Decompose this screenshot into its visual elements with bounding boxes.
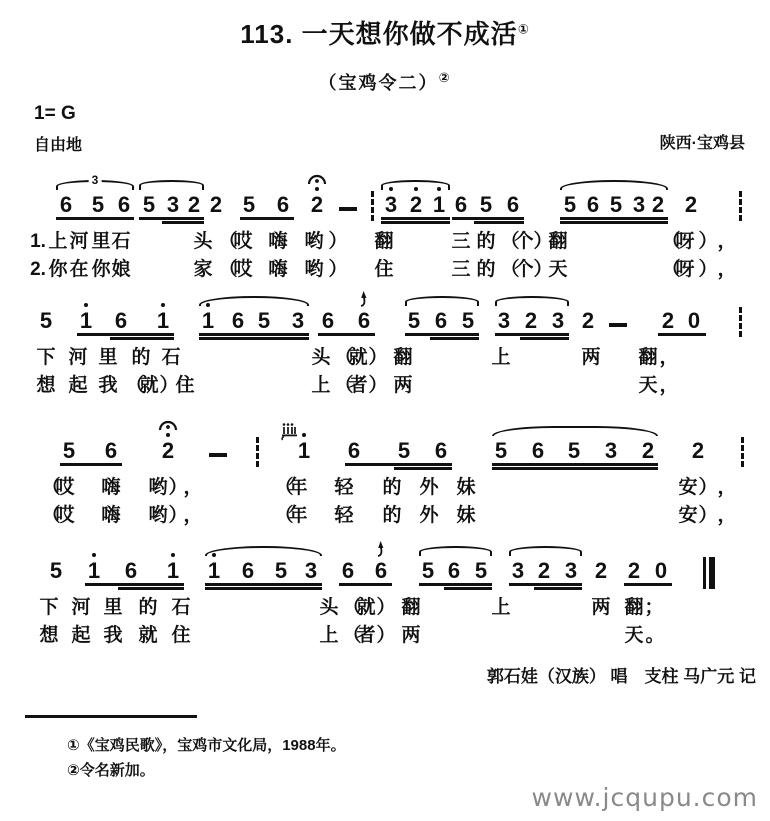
note-digit: 6 — [321, 308, 335, 333]
lyric-syllable-v1: 1. — [30, 231, 46, 252]
lyric-syllable-v1: 安 — [678, 477, 698, 498]
key-signature: 1= G — [34, 103, 76, 124]
lyric-syllable-v2: ， — [659, 375, 679, 396]
lyric-syllable-v1: ） — [168, 477, 188, 498]
lyric-syllable-v1: 呀 — [675, 231, 695, 252]
lyric-syllable-v2: （ — [342, 625, 362, 646]
beam-line — [318, 333, 375, 336]
note-digit: 5 — [567, 438, 581, 463]
note-digit: 1 — [432, 192, 446, 217]
beam-line — [199, 333, 309, 336]
note-digit: 5 — [461, 308, 475, 333]
lyric-syllable-v2: ） — [533, 259, 553, 280]
score-line-2 — [0, 294, 770, 410]
note-digit: 5 — [91, 192, 105, 217]
slur — [405, 296, 479, 306]
footnote-2: ②令名新加。 — [67, 762, 155, 779]
lyric-syllable-v1: ） — [533, 231, 553, 252]
beam-line — [560, 221, 668, 224]
lyric-syllable-v2: ） — [698, 259, 718, 280]
lyric-syllable-v2: 2. — [30, 259, 46, 280]
region-label: 陕西·宝鸡县 — [659, 135, 745, 152]
note-digit: 2 — [594, 558, 608, 583]
lyric-syllable-v1: 河 — [68, 347, 88, 368]
note-digit: 3 — [304, 558, 318, 583]
lyric-syllable-v2: 就 — [138, 625, 158, 646]
note-digit: 6 — [357, 308, 371, 333]
octave-dot — [171, 553, 175, 557]
note-digit: 5 — [407, 308, 421, 333]
lyric-syllable-v2: 妹 — [456, 505, 476, 526]
lyric-syllable-v1: 翻 — [374, 231, 394, 252]
lyric-syllable-v2: ） — [328, 259, 348, 280]
note-digit: 6 — [374, 558, 388, 583]
note-digit: 1 — [87, 558, 101, 583]
slur — [139, 180, 204, 190]
song-subtitle — [0, 69, 770, 95]
duration-dash — [339, 207, 357, 211]
note-digit: 5 — [142, 192, 156, 217]
lyric-syllable-v1: 翻 — [548, 231, 568, 252]
beam-line — [205, 587, 322, 590]
note-digit: 2 — [409, 192, 423, 217]
octave-dot — [437, 187, 441, 191]
lyric-syllable-v2: 两 — [393, 375, 413, 396]
note-digit: 5 — [494, 438, 508, 463]
lyric-syllable-v1: 里 — [98, 347, 118, 368]
rest-digit: 0 — [687, 308, 701, 333]
lyric-syllable-v1: 两 — [591, 597, 611, 618]
note-digit: 2 — [537, 558, 551, 583]
lyric-syllable-v2: ） — [368, 375, 388, 396]
lyric-syllable-v1: ， — [717, 477, 737, 498]
lyric-syllable-v2: 哟 — [148, 505, 168, 526]
lyric-syllable-v2: 住 — [171, 625, 191, 646]
note-digit: 6 — [231, 308, 245, 333]
lyric-syllable-v1: 石 — [161, 347, 181, 368]
lyric-syllable-v1: 翻 — [393, 347, 413, 368]
note-digit: 5 — [274, 558, 288, 583]
lyric-syllable-v1: 翻 — [624, 597, 644, 618]
note-digit: 3 — [384, 192, 398, 217]
note-digit: 6 — [341, 558, 355, 583]
lyric-syllable-v1: 石 — [111, 231, 131, 252]
note-digit: 5 — [421, 558, 435, 583]
lyric-syllable-v2: 呀 — [675, 259, 695, 280]
lyric-syllable-v1: 上 — [48, 231, 68, 252]
lyric-syllable-v1: 嗨 — [268, 231, 288, 252]
lyric-syllable-v2: 三 — [451, 259, 471, 280]
lyric-syllable-v2: 哎 — [55, 505, 75, 526]
lyric-syllable-v2: （ — [41, 505, 61, 526]
lyric-syllable-v1: 妹 — [456, 477, 476, 498]
song-title — [0, 14, 770, 51]
note-digit: 2 — [581, 308, 595, 333]
fermata-icon — [307, 172, 327, 190]
note-digit: 6 — [586, 192, 600, 217]
slur — [495, 296, 569, 306]
octave-dot — [302, 433, 306, 437]
lyric-syllable-v2: 哎 — [233, 259, 253, 280]
note-digit: 1 — [79, 308, 93, 333]
note-digit: 6 — [447, 558, 461, 583]
slur — [199, 296, 309, 306]
lyric-syllable-v2: 我 — [98, 375, 118, 396]
lyric-syllable-v1: ） — [368, 347, 388, 368]
slur — [205, 546, 322, 556]
note-digit: 3 — [497, 308, 511, 333]
lyric-syllable-v2: （ — [334, 375, 354, 396]
note-digit: 1 — [207, 558, 221, 583]
lyric-syllable-v1: 哎 — [55, 477, 75, 498]
lyric-syllable-v2: ， — [717, 259, 737, 280]
lyric-syllable-v1: 下 — [36, 347, 56, 368]
note-digit: 5 — [49, 558, 63, 583]
note-digit: 1 — [166, 558, 180, 583]
lyric-syllable-v1: （ — [41, 477, 61, 498]
note-digit: 3 — [291, 308, 305, 333]
lyric-syllable-v1: 就 — [348, 347, 368, 368]
lyric-syllable-v1: （ — [274, 477, 294, 498]
note-digit: 5 — [479, 192, 493, 217]
score-line-3 — [0, 424, 770, 540]
lyric-syllable-v1: 头 — [311, 347, 331, 368]
barline-dashed — [739, 307, 742, 337]
octave-dot — [92, 553, 96, 557]
beam-line — [162, 221, 204, 224]
beam-line — [560, 217, 668, 220]
beam-line — [509, 583, 582, 586]
lyric-syllable-v1: 个 — [514, 231, 534, 252]
lyric-syllable-v2: 住 — [374, 259, 394, 280]
note-digit: 2 — [187, 192, 201, 217]
lyric-syllable-v2: 住 — [175, 375, 195, 396]
note-digit: 3 — [551, 308, 565, 333]
lyric-syllable-v2: 家 — [193, 259, 213, 280]
note-digit: 3 — [632, 192, 646, 217]
note-digit: 3 — [166, 192, 180, 217]
lyric-syllable-v2: （ — [125, 375, 145, 396]
footnote-divider — [25, 715, 197, 718]
beam-line — [199, 337, 309, 340]
lyric-syllable-v1: 翻 — [638, 347, 658, 368]
note-digit: 5 — [62, 438, 76, 463]
beam-line — [77, 333, 174, 336]
lyric-syllable-v2: 年 — [288, 505, 308, 526]
lyric-syllable-v2: 的 — [382, 505, 402, 526]
duration-dash — [609, 323, 627, 327]
title-footnote-marker: ① — [517, 21, 530, 37]
lyric-syllable-v2: ） — [159, 375, 179, 396]
beam-line — [110, 337, 174, 340]
lyric-syllable-v1: 外 — [419, 477, 439, 498]
octave-dot — [161, 303, 165, 307]
beam-line — [419, 583, 492, 586]
lyric-syllable-v2: 安 — [678, 505, 698, 526]
lyric-syllable-v1: 的 — [382, 477, 402, 498]
beam-line — [495, 333, 569, 336]
octave-dot — [414, 187, 418, 191]
lyric-syllable-v2: ， — [717, 505, 737, 526]
subtitle-footnote-marker: ② — [438, 70, 452, 85]
lyric-syllable-v1: （ — [500, 231, 520, 252]
beam-line — [60, 463, 122, 466]
note-digit: 6 — [104, 438, 118, 463]
lyric-syllable-v2: 起 — [71, 625, 91, 646]
lyric-syllable-v2: 天 — [548, 259, 568, 280]
lyric-syllable-v1: 河 — [69, 231, 89, 252]
lyric-syllable-v2: 嗨 — [101, 505, 121, 526]
final-barline-thick — [709, 557, 715, 589]
lyric-syllable-v2: 上 — [319, 625, 339, 646]
lyric-syllable-v2: 者 — [348, 375, 368, 396]
note-digit: 5 — [474, 558, 488, 583]
lyric-syllable-v2: 想 — [39, 625, 59, 646]
lyric-syllable-v1: 三 — [451, 231, 471, 252]
watermark-url: www.jcqupu.com — [531, 783, 758, 812]
beam-line — [339, 583, 392, 586]
lyric-syllable-v1: 嗨 — [101, 477, 121, 498]
lyric-syllable-v2: 嗨 — [268, 259, 288, 280]
lyric-syllable-v2: （ — [274, 505, 294, 526]
note-digit: 2 — [524, 308, 538, 333]
beam-line — [394, 467, 452, 470]
note-digit: 6 — [241, 558, 255, 583]
note-digit: 2 — [209, 192, 223, 217]
note-digit: 2 — [627, 558, 641, 583]
lyric-syllable-v2: 上 — [311, 375, 331, 396]
slur — [492, 426, 658, 436]
final-barline-thin — [703, 557, 706, 589]
note-digit: 5 — [257, 308, 271, 333]
lyric-syllable-v2: 天 — [638, 375, 658, 396]
lyric-syllable-v1: 石 — [171, 597, 191, 618]
note-digit: 6 — [434, 308, 448, 333]
beam-line — [444, 587, 492, 590]
lyric-syllable-v2: 。 — [645, 625, 665, 646]
lyric-syllable-v2: ） — [376, 625, 396, 646]
note-digit: 2 — [661, 308, 675, 333]
slide-up-ornament-icon — [358, 291, 370, 313]
beam-line — [405, 333, 479, 336]
lyric-syllable-v1: 就 — [356, 597, 376, 618]
barline-dashed — [741, 437, 744, 467]
song-title-text: 113. 一天想你做不成活 — [240, 19, 518, 49]
lyric-syllable-v2: ， — [183, 505, 203, 526]
note-digit: 2 — [651, 192, 665, 217]
duration-dash — [209, 453, 227, 457]
octave-dot — [389, 187, 393, 191]
lyric-syllable-v2: 就 — [139, 375, 159, 396]
lyric-syllable-v1: ， — [717, 231, 737, 252]
lyric-syllable-v1: ） — [698, 231, 718, 252]
tempo-marking: 自由地 — [34, 137, 83, 154]
lyric-syllable-v1: 上 — [491, 597, 511, 618]
lyric-syllable-v2: （ — [661, 259, 681, 280]
lyric-syllable-v1: ； — [644, 597, 664, 618]
note-digit: 6 — [276, 192, 290, 217]
lyric-syllable-v2: 娘 — [111, 259, 131, 280]
lyric-syllable-v2: （ — [500, 259, 520, 280]
note-digit: 6 — [124, 558, 138, 583]
note-digit: 3 — [511, 558, 525, 583]
beam-line — [139, 217, 204, 220]
note-digit: 5 — [397, 438, 411, 463]
note-digit: 2 — [161, 438, 175, 463]
note-digit: 5 — [563, 192, 577, 217]
performer-credits: 郭石娃（汉族） 唱 支柱 马广元 记 — [486, 667, 756, 686]
note-digit: 3 — [564, 558, 578, 583]
octave-dot — [212, 553, 216, 557]
lyric-syllable-v1: 头 — [193, 231, 213, 252]
lyric-syllable-v2: 你 — [48, 259, 68, 280]
lyric-syllable-v2: 哟 — [304, 259, 324, 280]
lyric-syllable-v2: 想 — [36, 375, 56, 396]
lyric-syllable-v1: 的 — [131, 347, 151, 368]
note-digit: 1 — [201, 308, 215, 333]
lyric-syllable-v1: 两 — [581, 347, 601, 368]
lyric-syllable-v1: ） — [698, 477, 718, 498]
lyric-syllable-v2: 者 — [356, 625, 376, 646]
lyric-syllable-v1: 翻 — [401, 597, 421, 618]
note-digit: 6 — [59, 192, 73, 217]
beam-line — [118, 587, 184, 590]
lyric-syllable-v1: 哟 — [148, 477, 168, 498]
note-digit: 2 — [684, 192, 698, 217]
fermata-icon — [158, 418, 178, 436]
beam-line — [658, 333, 706, 336]
barline-dashed — [371, 191, 374, 221]
lyric-syllable-v1: （ — [334, 347, 354, 368]
lyric-syllable-v1: 年 — [288, 477, 308, 498]
lyric-syllable-v2: ） — [168, 505, 188, 526]
lyric-syllable-v1: 哎 — [233, 231, 253, 252]
lyric-syllable-v1: 下 — [39, 597, 59, 618]
lyric-syllable-v1: 里 — [103, 597, 123, 618]
barline-dashed — [256, 437, 259, 467]
beam-line — [624, 583, 672, 586]
lyric-syllable-v2: 的 — [476, 259, 496, 280]
note-digit: 6 — [114, 308, 128, 333]
beam-line — [430, 337, 479, 340]
barline-dashed — [739, 191, 742, 221]
lyric-syllable-v2: 起 — [68, 375, 88, 396]
lyric-syllable-v2: 天 — [624, 625, 644, 646]
lyric-syllable-v2: 轻 — [334, 505, 354, 526]
lyric-syllable-v1: ） — [328, 231, 348, 252]
beam-line — [345, 463, 452, 466]
lyric-syllable-v1: （ — [661, 231, 681, 252]
beam-line — [474, 221, 524, 224]
slur — [560, 180, 668, 190]
lyric-syllable-v2: （ — [218, 259, 238, 280]
lyric-syllable-v2: ） — [698, 505, 718, 526]
lyric-syllable-v1: 河 — [71, 597, 91, 618]
score-line-1 — [0, 173, 770, 294]
note-digit: 5 — [242, 192, 256, 217]
note-digit: 5 — [609, 192, 623, 217]
beam-line — [56, 217, 134, 220]
beam-line — [381, 217, 450, 220]
slide-up-ornament-icon — [375, 541, 387, 563]
note-digit: 6 — [434, 438, 448, 463]
lyric-syllable-v1: （ — [218, 231, 238, 252]
note-digit: 2 — [310, 192, 324, 217]
lyric-syllable-v1: 的 — [476, 231, 496, 252]
octave-dot — [206, 303, 210, 307]
beam-line — [381, 221, 450, 224]
slur — [509, 546, 582, 556]
note-digit: 2 — [691, 438, 705, 463]
note-digit: 5 — [39, 308, 53, 333]
beam-line — [205, 583, 322, 586]
beam-line — [520, 337, 569, 340]
lyric-syllable-v1: ） — [376, 597, 396, 618]
lyric-syllable-v1: ， — [183, 477, 203, 498]
note-digit: 6 — [347, 438, 361, 463]
slur — [419, 546, 492, 556]
lyric-syllable-v1: 轻 — [334, 477, 354, 498]
beam-line — [492, 463, 658, 466]
note-digit: 6 — [531, 438, 545, 463]
note-digit: 2 — [641, 438, 655, 463]
note-digit: 1 — [297, 438, 311, 463]
lyric-syllable-v1: ， — [659, 347, 679, 368]
note-digit: 1 — [156, 308, 170, 333]
octave-dot — [84, 303, 88, 307]
score-line-4 — [0, 544, 770, 660]
lyric-syllable-v2: 个 — [514, 259, 534, 280]
lyric-syllable-v2: 我 — [103, 625, 123, 646]
lyric-syllable-v2: 你 — [91, 259, 111, 280]
footnote-1: ①《宝鸡民歌》，宝鸡市文化局，1988年。 — [67, 737, 346, 754]
lyric-syllable-v1: （ — [342, 597, 362, 618]
lyric-syllable-v2: 在 — [69, 259, 89, 280]
beam-line — [492, 467, 658, 470]
lyric-syllable-v1: 的 — [138, 597, 158, 618]
song-subtitle-text: （宝鸡令二） — [318, 73, 439, 93]
lyric-syllable-v2: 两 — [401, 625, 421, 646]
beam-line — [85, 583, 184, 586]
beam-line — [240, 217, 294, 220]
note-digit: 6 — [117, 192, 131, 217]
tuplet-number: 3 — [89, 174, 102, 187]
note-digit: 6 — [454, 192, 468, 217]
beam-line — [452, 217, 524, 220]
beam-line — [534, 587, 582, 590]
grace-note-cluster-icon — [280, 422, 299, 446]
note-digit: 3 — [604, 438, 618, 463]
lyric-syllable-v1: 里 — [91, 231, 111, 252]
note-digit: 6 — [506, 192, 520, 217]
lyric-syllable-v1: 头 — [319, 597, 339, 618]
lyric-syllable-v1: 上 — [491, 347, 511, 368]
rest-digit: 0 — [654, 558, 668, 583]
lyric-syllable-v2: 外 — [419, 505, 439, 526]
lyric-syllable-v1: 哟 — [304, 231, 324, 252]
